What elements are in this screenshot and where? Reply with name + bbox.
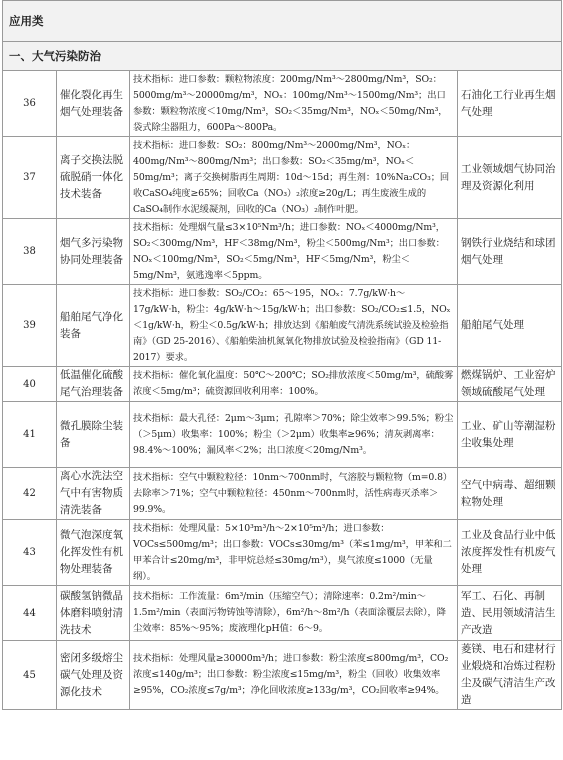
- application-field: 工业领域烟气协同治理及资源化利用: [458, 137, 562, 219]
- table-row: [3, 641, 562, 710]
- technical-specs: 技术指标：催化氧化温度：50℃～200℃；SO₂排放浓度＜50mg/m³，硫酸雾浓度＜5mg/m³；硫资源回收利用率：100%。: [130, 367, 458, 402]
- equipment-name: 微孔膜除尘装备: [57, 402, 130, 468]
- technical-specs: 技术指标：处理烟气量≤3×10⁵Nm³/h；进口参数：NOₓ＜4000mg/Nm³，SO₂＜300mg/Nm³，HF＜38mg/Nm³，粉尘＜500mg/Nm³；出口参数：NOₓ＜100mg/Nm³，SO₂＜5mg/Nm³，HF＜5mg/Nm³，粉尘＜5mg/Nm³，氨逃逸率＜5ppm。: [130, 219, 458, 285]
- table-row: [3, 586, 562, 641]
- table-row: [3, 402, 562, 468]
- application-field: 燃煤锅炉、工业窑炉领域硫酸尾气处理: [458, 367, 562, 402]
- row-number: 40: [3, 367, 57, 402]
- application-field: 石油化工行业再生烟气处理: [458, 71, 562, 137]
- application-field: 工业、矿山等潮湿粉尘收集处理: [458, 402, 562, 468]
- table-row: [3, 367, 562, 402]
- equipment-name: 密闭多级熔尘碳气处理及资源化技术: [57, 641, 130, 710]
- table-row: [3, 520, 562, 586]
- technical-specs: 技术指标：处理风量≥30000m³/h；进口参数：粉尘浓度≤800mg/m³，CO₂浓度≤140g/m³；出口参数：粉尘浓度≤15mg/m³，粉尘（回收）收集效率≥95%，CO₂浓度≤7g/m³；净化回收浓度≥133g/m³，CO₂回收率≥94%。: [130, 641, 458, 710]
- equipment-name: 离心水洗法空气中有害物质清洗装备: [57, 468, 130, 520]
- technical-specs: 技术指标：处理风量：5×10³m³/h～2×10⁵m³/h；进口参数：VOCs≤500mg/m³；出口参数：VOCs≤30mg/m³（苯≤1mg/m³，甲苯和二甲苯合计≤20mg/m³，非甲烷总烃≤30mg/m³），臭气浓度≤1000（无量纲）。: [130, 520, 458, 586]
- equipment-name: 烟气多污染物协同处理装备: [57, 219, 130, 285]
- equipment-name: 碳酸氢钠微晶体磨料喷射清洗技术: [57, 586, 130, 641]
- equipment-name: 船舶尾气净化装备: [57, 285, 130, 367]
- table-body: [3, 71, 562, 710]
- technical-specs: 技术指标：进口参数：颗粒物浓度：200mg/Nm³～2800mg/Nm³，SO₂：5000mg/m³～20000mg/m³，NOₓ：100mg/Nm³～1500mg/Nm³；出口参数：颗粒物浓度＜10mg/Nm³，SO₂＜35mg/Nm³，NOₓ＜50mg/Nm³，袋式除尘器阻力，600Pa～800Pa。: [130, 71, 458, 137]
- technical-specs: 技术指标：进口参数：SO₂：800mg/Nm³～2000mg/Nm³，NOₓ：400mg/Nm³～800mg/Nm³；出口参数：SO₂＜35mg/m³，NOₓ＜50mg/m³；离子交换树脂再生周期：10d～15d；再生剂：10%Na₂CO₃；回收CaSO₄纯度≥65%；回收Ca（NO₃）₂浓度≥20g/L；再生废液生成的CaSO₄制作水泥缓凝剂，回收的Ca（NO₃）₂制作叶肥。: [130, 137, 458, 219]
- row-number: 37: [3, 137, 57, 219]
- equipment-name: 微气泡深度氧化挥发性有机物处理装备: [57, 520, 130, 586]
- application-field: 空气中病毒、超细颗粒物处理: [458, 468, 562, 520]
- application-field: 菱镁、电石和建材行业煅烧和冶炼过程粉尘及碳气清洁生产改造: [458, 641, 562, 710]
- row-number: 36: [3, 71, 57, 137]
- application-field: 船舶尾气处理: [458, 285, 562, 367]
- equipment-name: 低温催化硫酸尾气治理装备: [57, 367, 130, 402]
- policy-table: [2, 0, 562, 710]
- technical-specs: 技术指标：空气中颗粒粒径：10nm～700nm时，气溶胶与颗粒物（m=0.8）去除率＞71%；空气中颗粒粒径：450nm～700nm时，活性病毒灭杀率＞99.9%。: [130, 468, 458, 520]
- technical-specs: 技术指标：最大孔径：2μm～3μm；孔隙率＞70%；除尘效率＞99.5%；粉尘（＞5μm）收集率：100%；粉尘（＞2μm）收集率≥96%；清灰剥离率：98.4%～100%；漏风率＜2%；出口浓度＜20mg/Nm³。: [130, 402, 458, 468]
- category-header: 应用类: [3, 1, 562, 42]
- row-number: 42: [3, 468, 57, 520]
- table-row: [3, 468, 562, 520]
- section-header: 一、大气污染防治: [3, 42, 562, 71]
- row-number: 43: [3, 520, 57, 586]
- equipment-name: 催化裂化再生烟气处理装备: [57, 71, 130, 137]
- row-number: 44: [3, 586, 57, 641]
- technical-specs: 技术指标：工作流量：6m³/min（压缩空气）；清除速率：0.2m²/min～1.5m²/min（表面污物铸蚀等清除），6m²/h～8m²/h（表面涂覆层去除），降尘效率：85%～95%；废液理化pH值：6～9。: [130, 586, 458, 641]
- application-field: 军工、石化、再制造、民用领域清洁生产改造: [458, 586, 562, 641]
- application-field: 工业及食品行业中低浓度挥发性有机废气处理: [458, 520, 562, 586]
- table-row: [3, 219, 562, 285]
- row-number: 39: [3, 285, 57, 367]
- table-row: [3, 137, 562, 219]
- row-number: 45: [3, 641, 57, 710]
- technical-specs: 技术指标：进口参数：SO₂/CO₂：65～195，NOₓ：7.7g/kW·h～17g/kW·h，粉尘：4g/kW·h～15g/kW·h；出口参数：SO₂/CO₂≤1.5，NOₓ＜1g/kW·h，粉尘＜0.5g/kW·h；排放达到《船舶废气清洗系统试验及检验指南》（GD 25-2016）、《船舶柴油机氮氧化物排放试验及检验指南》（GD 11-2017）要求。: [130, 285, 458, 367]
- row-number: 41: [3, 402, 57, 468]
- application-field: 钢铁行业烧结和球团烟气处理: [458, 219, 562, 285]
- row-number: 38: [3, 219, 57, 285]
- equipment-name: 离子交换法脱硫脱硝一体化技术装备: [57, 137, 130, 219]
- table-row: [3, 285, 562, 367]
- table-row: [3, 71, 562, 137]
